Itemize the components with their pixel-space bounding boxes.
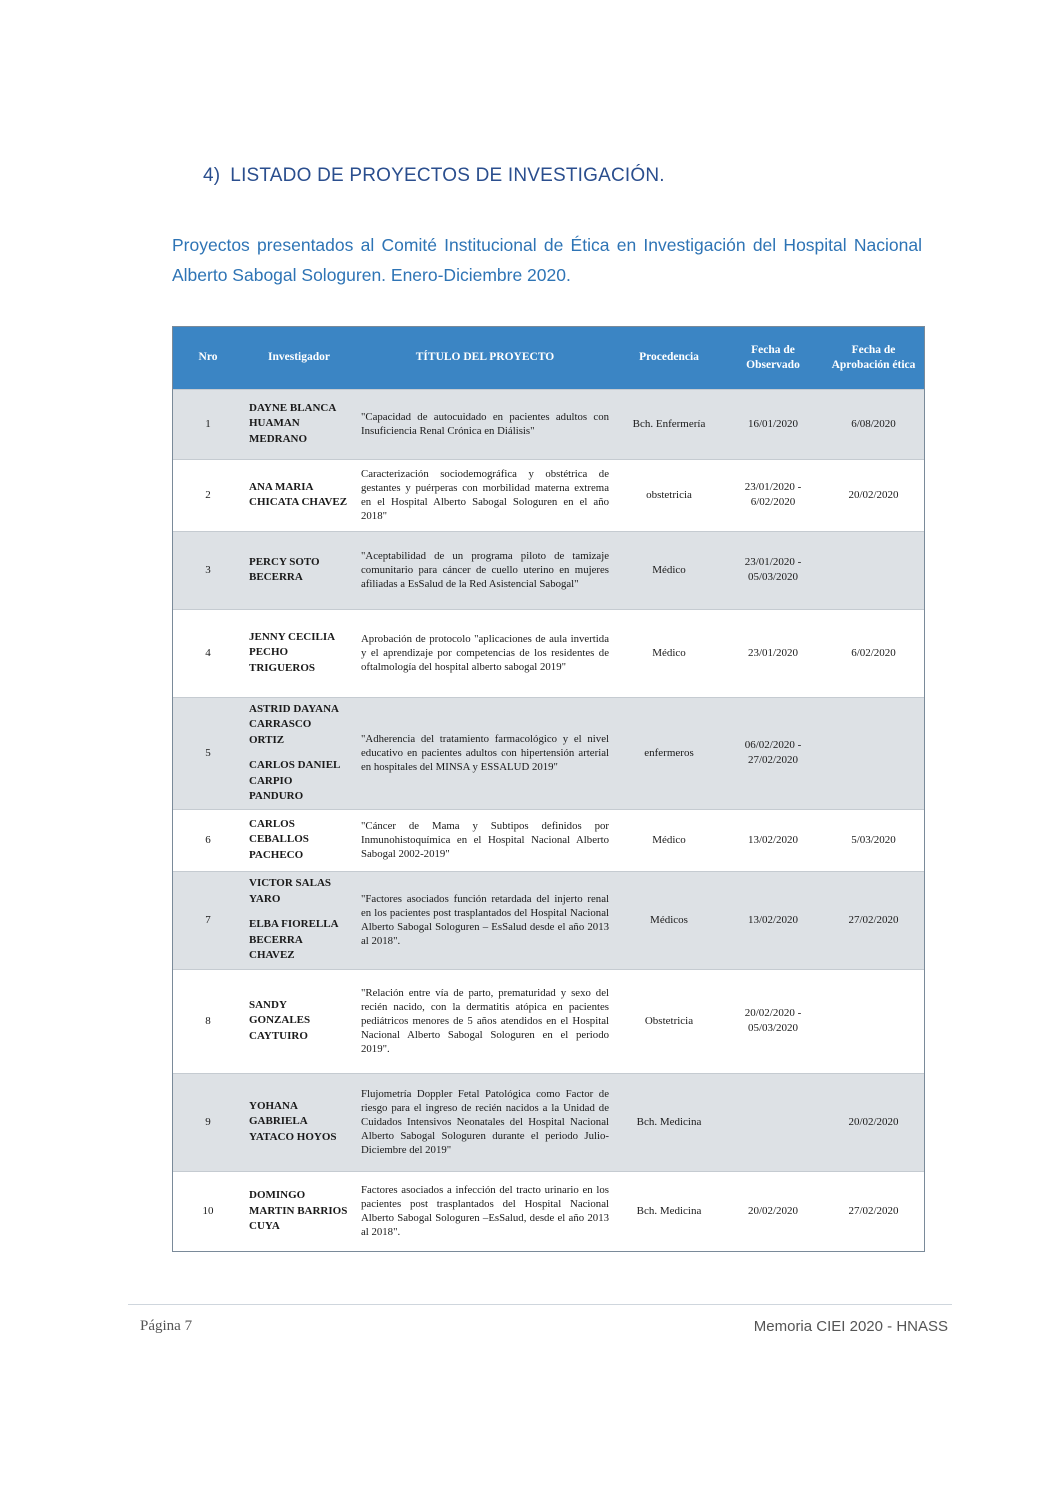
cell-titulo: Aprobación de protocolo "aplicaciones de aula invertida y el aprendizaje por competencias de los residentes de oftalmología del hospital alberto sabogal 2019" [361,633,609,673]
investigador-name: CARLOS CEBALLOS PACHECO [249,817,309,861]
cell-investigador [243,531,355,609]
cell-titulo: Flujometría Doppler Fetal Patológica como Factor de riesgo para el ingreso de recién nacidos a la Unidad de Cuidados Intensivos Neonatales del Hospital Nacional Alberto Sabogal Sologuren durante el periodo Julio-Diciembre del 2019" [361,1088,609,1156]
cell-investigador [243,871,355,969]
cell-fecha-aprobacion: 20/02/2020 [848,1115,899,1128]
investigador-name: PERCY SOTO BECERRA [249,555,320,583]
cell-fecha-observado: 06/02/2020 - 27/02/2020 [744,739,802,766]
cell-procedencia: Obstetricia [644,1014,694,1027]
cell-procedencia: Médicos [650,913,688,926]
cell-investigador [243,809,355,871]
document-name: Memoria CIEI 2020 - HNASS [753,1318,948,1335]
cell-nro: 9 [205,1115,211,1128]
cell-fecha-observado: 20/02/2020 [747,1204,799,1217]
cell-titulo: "Relación entre vía de parto, prematuridad y sexo del recién nacido, con la dermatitis atópica en pacientes pediátricos menores de 5 años atendidos en el Hospital Nacional Alberto Sabogal Sologuren en el periodo 2019". [361,987,609,1055]
table-body [173,389,924,1251]
section-heading [203,165,665,187]
cell-fecha-aprobacion: 27/02/2020 [848,1204,899,1217]
cell-titulo: Caracterización sociodemográfica y obstétrica de gestantes y puérperas con morbilidad materna extrema en el Hospital Alberto Sabogal Sologuren en el año 2018" [361,468,609,522]
table-row [173,1073,924,1171]
cell-procedencia: Bch. Medicina [636,1204,702,1217]
header-nro: Nro [198,351,218,364]
section-title: LISTADO DE PROYECTOS DE INVESTIGACIÓN. [230,165,665,186]
cell-nro: 5 [205,746,211,759]
cell-fecha-observado: 16/01/2020 [747,417,799,430]
investigador-name: DOMINGO MARTIN BARRIOS CUYA [249,1189,348,1232]
section-number: 4) [203,165,221,186]
cell-nro: 4 [205,646,211,659]
cell-fecha-aprobacion: 5/03/2020 [851,833,896,846]
investigador-name: ASTRID DAYANA CARRASCO ORTIZ [249,702,339,746]
cell-titulo: "Capacidad de autocuidado en pacientes adultos con Insuficiencia Renal Crónica en Diálisis" [361,411,609,437]
cell-titulo: "Adherencia del tratamiento farmacológico y el nivel educativo en pacientes adultos con hipertensión arterial en hospitales del MINSA y ESSALUD 2019" [361,733,609,773]
cell-fecha-aprobacion [823,531,924,609]
projects-table [172,326,925,1252]
investigador-name: DAYNE BLANCA HUAMAN MEDRANO [249,401,336,445]
investigador-name: SANDY GONZALES CAYTUIRO [249,998,311,1042]
cell-investigador [243,389,355,459]
table-row [173,697,924,809]
table-row [173,871,924,969]
table-row [173,531,924,609]
cell-investigador [243,459,355,531]
cell-fecha-aprobacion: 20/02/2020 [848,488,899,501]
cell-fecha-aprobacion: 6/08/2020 [851,417,896,430]
table-row [173,969,924,1073]
header-investigador: Investigador [268,351,330,364]
cell-investigador [243,609,355,697]
table-row [173,1171,924,1251]
cell-fecha-observado: 13/02/2020 [747,913,799,926]
cell-nro: 3 [205,563,211,576]
cell-fecha-observado: 13/02/2020 [747,833,799,846]
cell-procedencia: obstetricia [646,488,692,501]
cell-investigador [243,697,355,809]
investigador-name: JENNY CECILIA PECHO TRIGUEROS [249,630,335,674]
cell-nro: 1 [205,417,211,430]
cell-fecha-observado: 23/01/2020 - 6/02/2020 [744,481,802,508]
cell-fecha-aprobacion: 27/02/2020 [848,913,899,926]
cell-nro: 2 [205,488,211,501]
cell-titulo: "Cáncer de Mama y Subtipos definidos por Inmunohistoquímica en el Hospital Nacional Alberto Sabogal 2002-2019" [361,820,609,860]
table-header-row [173,327,924,389]
header-titulo: TÍTULO DEL PROYECTO [415,351,555,364]
cell-fecha-aprobacion [823,969,924,1073]
cell-nro: 8 [205,1014,211,1027]
cell-investigador [243,1171,355,1251]
footer-divider [128,1304,952,1305]
cell-procedencia: Médico [652,646,686,659]
cell-titulo: "Factores asociados función retardada del injerto renal en los pacientes post trasplantados del Hospital Nacional Alberto Sabogal Sologuren – EsSalud desde el año 2013 al 2018". [361,893,609,947]
cell-fecha-observado: 23/01/2020 - 05/03/2020 [744,556,802,583]
cell-fecha-aprobacion: 6/02/2020 [851,646,896,659]
header-fecha-aprobacion: Fecha de Aprobación ética [831,343,916,371]
cell-procedencia: Médico [652,563,686,576]
header-procedencia: Procedencia [639,351,699,364]
cell-procedencia: enfermeros [644,746,694,759]
table-row [173,609,924,697]
page-number: Página 7 [140,1318,193,1334]
cell-nro: 6 [205,833,211,846]
cell-fecha-observado [723,1073,823,1171]
cell-procedencia: Bch. Medicina [636,1115,702,1128]
investigador-name: VICTOR SALAS YARO [249,877,332,905]
cell-investigador [243,969,355,1073]
header-fecha-observado: Fecha de Observado [746,343,800,371]
investigador-name: CARLOS DANIEL CARPIO PANDURO [249,759,340,802]
cell-investigador [243,1073,355,1171]
cell-titulo: Factores asociados a infección del tracto urinario en los pacientes post trasplantados del Hospital Nacional Alberto Sabogal Sologuren –EsSalud, desde el año 2013 al 2018". [361,1184,609,1239]
table-row [173,809,924,871]
cell-nro: 10 [202,1204,214,1217]
cell-procedencia: Bch. Enfermería [632,417,706,430]
table-row [173,389,924,459]
cell-fecha-aprobacion [823,697,924,809]
investigador-name: ELBA FIORELLA BECERRA CHAVEZ [249,918,338,962]
cell-fecha-observado: 20/02/2020 - 05/03/2020 [744,1007,802,1034]
cell-nro: 7 [205,913,211,926]
cell-procedencia: Médico [652,833,686,846]
cell-fecha-observado: 23/01/2020 [747,646,799,659]
cell-titulo: "Aceptabilidad de un programa piloto de tamizaje comunitario para cáncer de cuello uterino en mujeres afiliadas a EsSalud de la Red Asistencial Sabogal" [361,550,609,590]
table-row [173,459,924,531]
investigador-name: ANA MARIA CHICATA CHAVEZ [249,480,348,508]
investigador-name: YOHANA GABRIELA YATACO HOYOS [249,1099,337,1143]
intro-paragraph: Proyectos presentados al Comité Institucional de Ética en Investigación del Hospital Nacional Alberto Sabogal Sologuren. Enero-Diciembre 2020. [172,235,922,285]
